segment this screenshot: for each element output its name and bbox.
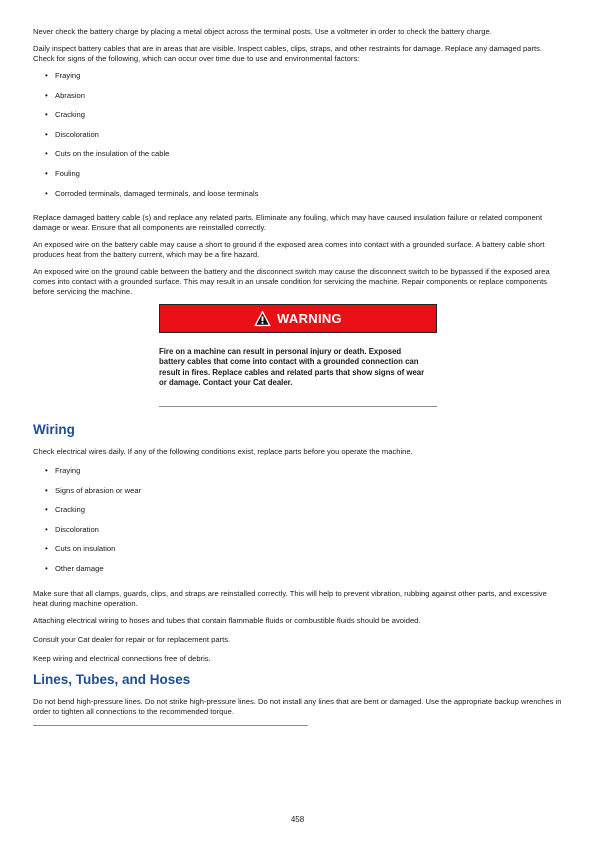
- wiring-damage-list: [33, 466, 563, 584]
- warning-text: Fire on a machine can result in personal injury or death. Exposed battery cables that come into contact with a grounded connection can result in fires. Replace cables and related parts that show signs of wear or damage. Contact your Cat dealer.: [159, 347, 425, 387]
- section-divider: [33, 725, 308, 726]
- list-item: • Fraying: [33, 71, 563, 91]
- dealer-paragraph: Consult your Cat dealer for repair or for replacement parts.: [33, 634, 231, 644]
- list-item: • Cracking: [33, 505, 563, 525]
- clamps-paragraph: Make sure that all clamps, guards, clips, and straps are reinstalled correctly. This will help to prevent vibration, rubbing against other parts, and excessive heat during machine operation.: [33, 588, 547, 608]
- list-item: • Fraying: [33, 466, 563, 486]
- list-item: • Cuts on insulation: [33, 544, 563, 564]
- battery-damage-list: [33, 71, 563, 208]
- warning-divider: [159, 406, 437, 407]
- page-number: 458: [290, 815, 305, 824]
- ground-cable-paragraph: An exposed wire on the ground cable between the battery and the disconnect switch may cause the disconnect switch to be bypassed if the exposed area comes into contact with a grounded surface. This may result in an unsafe condition for servicing the machine. Repair components or replace components before servicing the machine.: [33, 267, 550, 297]
- lines-heading: Lines, Tubes, and Hoses: [33, 671, 191, 687]
- battery-inspect-paragraph: Daily inspect battery cables that are in areas that are visible. Inspect cables, clips, straps, and other restraints for damage. Replace any damaged parts. Check for signs of the following, which can occur over time due to use and environmental factors:: [33, 44, 543, 63]
- warning-banner: [159, 304, 437, 333]
- list-item: • Cracking: [33, 110, 563, 130]
- list-item: • Fouling: [33, 169, 563, 189]
- replace-cable-paragraph: Replace damaged battery cable (s) and replace any related parts. Eliminate any fouling, which may have caused insulation failure or related component damage or wear. Ensure that all components are reinstalled correctly.: [33, 213, 543, 233]
- list-item: • Signs of abrasion or wear: [33, 486, 563, 506]
- alert-triangle-icon: [254, 310, 271, 327]
- warning-box: [159, 304, 437, 407]
- document-page: [33, 27, 563, 726]
- battery-check-paragraph: Never check the battery charge by placing a metal object across the terminal posts. Use a voltmeter in order to check the battery charge.: [33, 27, 492, 36]
- wiring-heading: Wiring: [33, 421, 75, 437]
- warning-title: WARNING: [277, 311, 342, 327]
- list-item: • Other damage: [33, 564, 563, 584]
- wiring-intro: Check electrical wires daily. If any of the following conditions exist, replace parts before you operate the machine.: [33, 446, 413, 456]
- list-item: • Cuts on the insulation of the cable: [33, 149, 563, 169]
- exposed-wire-paragraph: An exposed wire on the battery cable may cause a short to ground if the exposed area comes into contact with a grounded surface. A battery cable short produces heat from the battery current, which may be a fire hazard.: [33, 240, 545, 260]
- lines-paragraph: Do not bend high-pressure lines. Do not strike high-pressure lines. Do not install any lines that are bent or damaged. Use the appropriate backup wrenches in order to tighten all connections to the recommended torque.: [33, 696, 562, 716]
- list-item: • Corroded terminals, damaged terminals, and loose terminals: [33, 189, 563, 209]
- debris-paragraph: Keep wiring and electrical connections free of debris.: [33, 653, 211, 663]
- list-item: • Abrasion: [33, 91, 563, 111]
- hoses-paragraph: Attaching electrical wiring to hoses and tubes that contain flammable fluids or combustible fluids should be avoided.: [33, 615, 421, 625]
- list-item: • Discoloration: [33, 130, 563, 150]
- list-item: • Discoloration: [33, 525, 563, 545]
